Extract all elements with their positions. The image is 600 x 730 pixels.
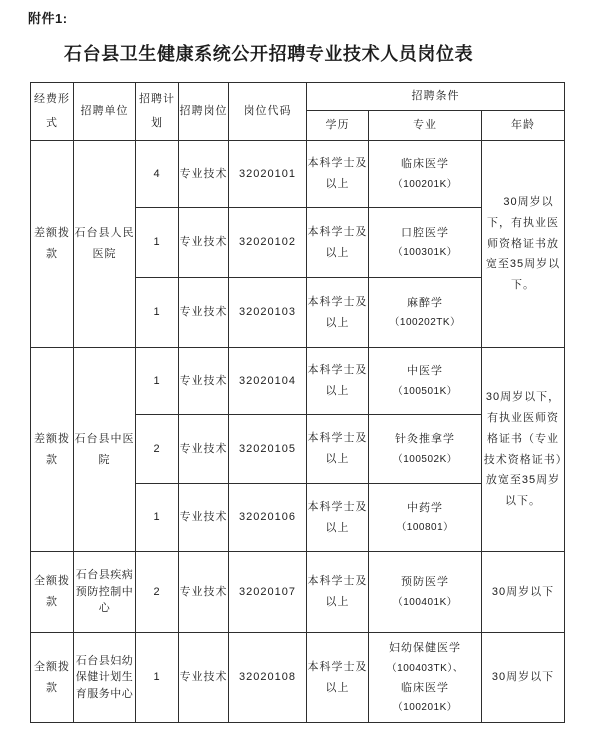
header-unit: 招聘单位 — [74, 83, 136, 141]
major-code: （100801） — [396, 522, 454, 534]
cell-education: 本科学士及以上 — [307, 552, 369, 633]
header-major: 专业 — [369, 111, 482, 141]
cell-education: 本科学士及以上 — [307, 484, 369, 552]
header-plan: 招聘计划 — [136, 83, 179, 141]
cell-education: 本科学士及以上 — [307, 141, 369, 208]
header-education: 学历 — [307, 111, 369, 141]
cell-unit: 石台县疾病预防控制中心 — [74, 552, 136, 633]
cell-major — [369, 208, 482, 278]
cell-code: 32020101 — [229, 141, 307, 208]
table-row — [31, 348, 565, 415]
cell-code: 32020106 — [229, 484, 307, 552]
cell-major — [369, 141, 482, 208]
major-code: （100301K） — [392, 247, 458, 259]
major-code: （100202TK） — [389, 317, 461, 329]
cell-code: 32020103 — [229, 278, 307, 348]
cell-code: 32020107 — [229, 552, 307, 633]
header-funding: 经费形式 — [31, 83, 74, 141]
cell-education: 本科学士及以上 — [307, 208, 369, 278]
major-name: 中药学 — [407, 501, 443, 514]
cell-funding: 全额拨款 — [31, 552, 74, 633]
cell-code: 32020105 — [229, 415, 307, 484]
header-conditions: 招聘条件 — [307, 83, 565, 111]
attachment-label: 附件1: — [28, 11, 68, 26]
major-name: 麻醉学 — [407, 296, 443, 309]
cell-plan: 4 — [136, 141, 179, 208]
header-position: 招聘岗位 — [179, 83, 229, 141]
cell-age: 30周岁以下 — [482, 552, 565, 633]
major-code: （100201K） — [392, 178, 458, 190]
header-age: 年龄 — [482, 111, 565, 141]
cell-major — [369, 484, 482, 552]
major-name: 针灸推拿学 — [395, 433, 455, 446]
cell-position: 专业技术 — [179, 278, 229, 348]
major-name: 预防医学 — [401, 576, 449, 589]
cell-code: 32020102 — [229, 208, 307, 278]
cell-unit: 石台县人民医院 — [74, 141, 136, 348]
cell-plan: 1 — [136, 278, 179, 348]
cell-major — [369, 415, 482, 484]
cell-funding: 全额拨款 — [31, 633, 74, 723]
cell-age: 30周岁以下，有执业医师资格证书（专业技术资格证书）放宽至35周岁以下。 — [482, 348, 565, 552]
major-name: 妇幼保健医学 — [389, 641, 461, 654]
major-code: （100201K） — [392, 702, 458, 714]
major-code: （100401K） — [392, 596, 458, 608]
table-row — [31, 141, 565, 208]
cell-unit: 石台县中医院 — [74, 348, 136, 552]
cell-position: 专业技术 — [179, 208, 229, 278]
major-code: （100502K） — [392, 453, 458, 465]
cell-position: 专业技术 — [179, 484, 229, 552]
cell-major — [369, 278, 482, 348]
cell-position: 专业技术 — [179, 552, 229, 633]
cell-plan: 2 — [136, 552, 179, 633]
cell-major — [369, 552, 482, 633]
cell-plan: 2 — [136, 415, 179, 484]
cell-age: 30周岁以下，有执业医师资格证书放宽至35周岁以下。 — [482, 141, 565, 348]
cell-education: 本科学士及以上 — [307, 415, 369, 484]
major-code: （100403TK）、 — [386, 662, 464, 674]
cell-unit: 石台县妇幼保健计划生育服务中心 — [74, 633, 136, 723]
cell-education: 本科学士及以上 — [307, 278, 369, 348]
cell-position: 专业技术 — [179, 141, 229, 208]
header-code: 岗位代码 — [229, 83, 307, 141]
cell-plan: 1 — [136, 484, 179, 552]
table-row — [31, 552, 565, 633]
cell-plan: 1 — [136, 633, 179, 723]
cell-plan: 1 — [136, 348, 179, 415]
cell-position: 专业技术 — [179, 348, 229, 415]
cell-education: 本科学士及以上 — [307, 633, 369, 723]
cell-funding: 差额拨款 — [31, 348, 74, 552]
major-name: 口腔医学 — [401, 226, 449, 239]
cell-funding: 差额拨款 — [31, 141, 74, 348]
major-code: （100501K） — [392, 385, 458, 397]
cell-position: 专业技术 — [179, 415, 229, 484]
table-row — [31, 633, 565, 723]
job-positions-table — [30, 82, 565, 723]
major-name: 临床医学 — [401, 158, 449, 171]
cell-plan: 1 — [136, 208, 179, 278]
cell-education: 本科学士及以上 — [307, 348, 369, 415]
table-header-row-1 — [31, 83, 565, 111]
cell-code: 32020104 — [229, 348, 307, 415]
cell-position: 专业技术 — [179, 633, 229, 723]
major-name: 临床医学 — [401, 681, 449, 694]
cell-code: 32020108 — [229, 633, 307, 723]
cell-major — [369, 348, 482, 415]
cell-age: 30周岁以下 — [482, 633, 565, 723]
major-name: 中医学 — [407, 365, 443, 378]
cell-major — [369, 633, 482, 723]
page-title: 石台县卫生健康系统公开招聘专业技术人员岗位表 — [64, 44, 474, 64]
